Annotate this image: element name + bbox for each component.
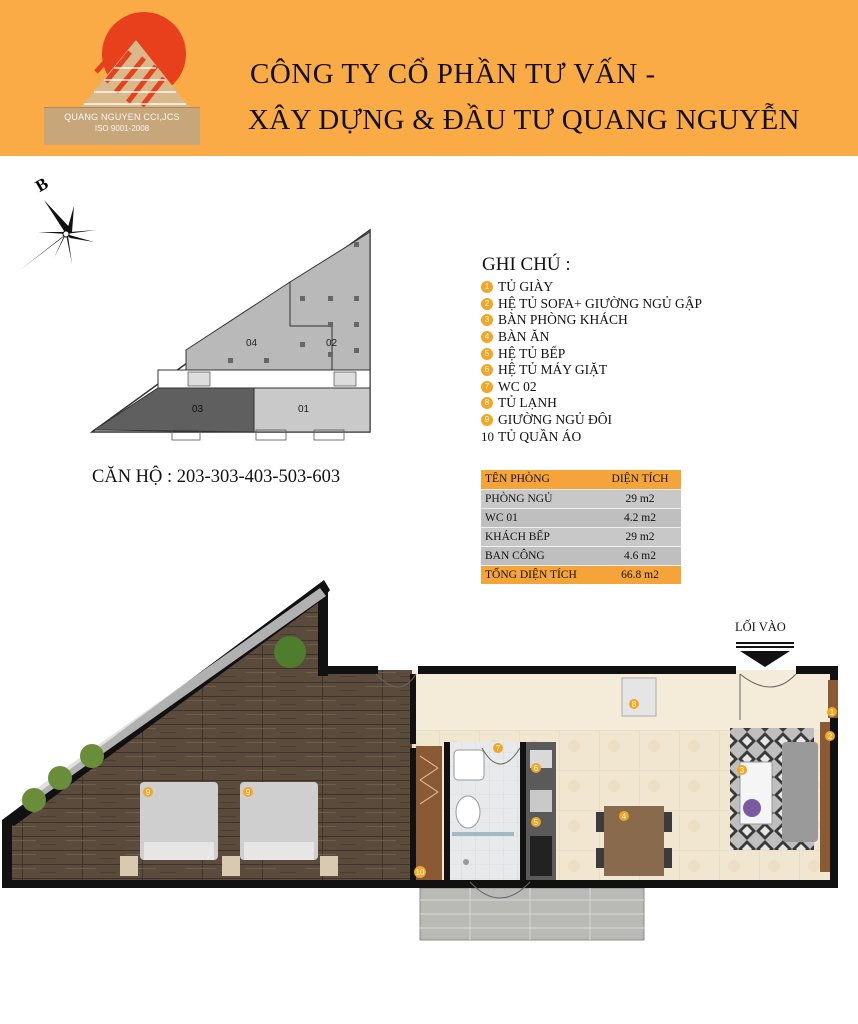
floor-plan-drawing bbox=[0, 570, 858, 950]
area-table bbox=[481, 470, 681, 584]
keyplan-unit-04: 04 bbox=[246, 338, 258, 349]
total-area: 66.8 m2 bbox=[599, 565, 681, 584]
note-item bbox=[481, 329, 702, 346]
entrance-label: LỐI VÀO bbox=[735, 620, 786, 634]
table-row bbox=[481, 527, 681, 546]
note-item bbox=[481, 296, 702, 313]
marker-6: 6 bbox=[533, 764, 539, 773]
room-area: 4.2 m2 bbox=[599, 508, 681, 527]
room-area: 29 m2 bbox=[599, 489, 681, 508]
room-area: 29 m2 bbox=[599, 527, 681, 546]
marker-9b: 9 bbox=[245, 788, 251, 797]
note-number: 1 bbox=[481, 281, 493, 293]
note-item bbox=[481, 428, 702, 445]
note-number: 8 bbox=[481, 397, 493, 409]
company-name-line1: CÔNG TY CỔ PHẦN TƯ VẤN - bbox=[250, 58, 656, 90]
notes-list bbox=[481, 279, 702, 445]
keyplan-unit-01: 01 bbox=[298, 404, 310, 415]
marker-1: 1 bbox=[829, 708, 835, 717]
marker-2: 2 bbox=[827, 732, 833, 741]
marker-5: 5 bbox=[533, 818, 539, 827]
table-row bbox=[481, 508, 681, 527]
note-number: 2 bbox=[481, 298, 493, 310]
note-label: HỆ TỦ BẾP bbox=[498, 345, 566, 361]
note-label: TỦ LẠNH bbox=[498, 395, 557, 411]
note-item bbox=[481, 395, 702, 412]
note-label: TỦ QUẦN ÁO bbox=[498, 428, 582, 444]
marker-4: 4 bbox=[621, 812, 627, 821]
marker-3: 3 bbox=[739, 766, 745, 775]
keyplan-unit-02: 02 bbox=[326, 338, 338, 349]
marker-9: 9 bbox=[145, 788, 151, 797]
note-label: BÀN ĂN bbox=[498, 329, 550, 345]
note-item bbox=[481, 345, 702, 362]
area-header-room: TÊN PHÒNG bbox=[481, 470, 599, 489]
logo-iso: ISO 9001-2008 bbox=[94, 124, 150, 133]
floor-plan bbox=[0, 570, 858, 950]
room-name: PHÒNG NGỦ bbox=[481, 489, 599, 508]
room-name: WC 01 bbox=[481, 508, 599, 527]
header-banner bbox=[0, 0, 858, 156]
area-header-area: DIỆN TÍCH bbox=[599, 470, 681, 489]
marker-7: 7 bbox=[495, 744, 501, 753]
note-item bbox=[481, 362, 702, 379]
note-label: BÀN PHÒNG KHÁCH bbox=[498, 312, 628, 328]
note-label: TỦ GIÀY bbox=[498, 279, 554, 295]
room-area: 4.6 m2 bbox=[599, 546, 681, 565]
compass-north-label: B bbox=[32, 173, 52, 196]
note-item bbox=[481, 412, 702, 429]
note-label: GIƯỜNG NGỦ ĐÔI bbox=[498, 412, 612, 428]
note-label: WC 02 bbox=[498, 378, 537, 394]
key-plan-drawing bbox=[88, 222, 378, 447]
key-plan bbox=[88, 222, 378, 447]
logo-company-name: QUANG NGUYEN CCI,JCS bbox=[64, 112, 180, 122]
note-number: 6 bbox=[481, 364, 493, 376]
note-number: 5 bbox=[481, 348, 493, 360]
table-row bbox=[481, 489, 681, 508]
note-number: 10 bbox=[481, 428, 494, 444]
note-item bbox=[481, 379, 702, 396]
note-number: 7 bbox=[481, 381, 493, 393]
room-name: KHÁCH BẾP bbox=[481, 527, 599, 546]
note-label: HỆ TỦ MÁY GIẶT bbox=[498, 362, 608, 378]
apartment-label: CĂN HỘ : 203-303-403-503-603 bbox=[92, 467, 341, 487]
notes-title: GHI CHÚ : bbox=[482, 254, 571, 275]
company-logo bbox=[44, 12, 200, 140]
room-name: BAN CÔNG bbox=[481, 546, 599, 565]
total-label: TỔNG DIỆN TÍCH bbox=[481, 565, 599, 584]
note-number: 4 bbox=[481, 331, 493, 343]
company-name-line2: XÂY DỰNG & ĐẦU TƯ QUANG NGUYỄN bbox=[248, 104, 800, 136]
note-number: 9 bbox=[481, 414, 493, 426]
table-row bbox=[481, 546, 681, 565]
marker-10: 10 bbox=[415, 868, 425, 877]
logo-sun-pyramid-icon bbox=[44, 12, 200, 112]
note-item bbox=[481, 279, 702, 296]
area-table-header bbox=[481, 470, 681, 489]
note-item bbox=[481, 312, 702, 329]
keyplan-unit-03: 03 bbox=[192, 404, 204, 415]
note-label: HỆ TỦ SOFA+ GIƯỜNG NGỦ GẬP bbox=[498, 295, 702, 311]
note-number: 3 bbox=[481, 314, 493, 326]
marker-8: 8 bbox=[631, 700, 637, 709]
